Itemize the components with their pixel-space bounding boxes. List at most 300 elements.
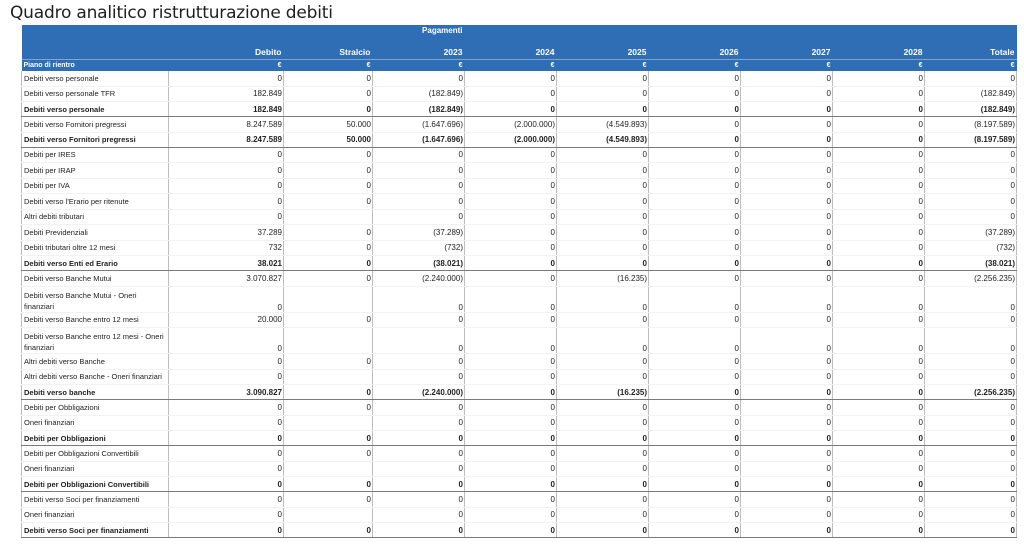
cell-2025: (4.549.893) — [557, 117, 649, 133]
cell-2025: 0 — [557, 178, 649, 194]
cell-2023: 0 — [373, 446, 465, 462]
cell-2024: 0 — [465, 163, 557, 179]
column-header-piano-di-rientro: Piano di rientro — [22, 60, 169, 72]
table-header — [22, 25, 1017, 71]
cell-totale: 0 — [925, 71, 1017, 86]
cell-totale: 0 — [925, 431, 1017, 446]
cell-stralcio — [284, 461, 373, 477]
cell-2023: 0 — [373, 354, 465, 370]
cell-2025: 0 — [557, 461, 649, 477]
cell-stralcio: 0 — [284, 354, 373, 370]
cell-2025: 0 — [557, 71, 649, 86]
cell-2027: 0 — [741, 194, 833, 210]
cell-2026: 0 — [649, 194, 741, 210]
cell-2023: (1.647.696) — [373, 117, 465, 133]
cell-2026: 0 — [649, 385, 741, 400]
cell-2025: 0 — [557, 86, 649, 102]
table-row — [22, 225, 1017, 241]
cell-totale: 0 — [925, 415, 1017, 431]
cell-2023: (1.647.696) — [373, 132, 465, 147]
cell-2024: 0 — [465, 71, 557, 86]
column-header-2028: 2028 — [833, 36, 925, 60]
cell-2027: 0 — [741, 286, 833, 312]
cell-2028: 0 — [833, 312, 925, 328]
cell-2028: 0 — [833, 178, 925, 194]
cell-2024: 0 — [465, 400, 557, 416]
cell-2026: 0 — [649, 240, 741, 256]
cell-stralcio: 0 — [284, 225, 373, 241]
cell-2025: (4.549.893) — [557, 132, 649, 147]
table-row — [22, 117, 1017, 133]
cell-2028: 0 — [833, 71, 925, 86]
column-header-totale: Totale — [925, 36, 1017, 60]
cell-2027: 0 — [741, 446, 833, 462]
cell-debito: 182.849 — [169, 102, 284, 117]
cell-2024: 0 — [465, 240, 557, 256]
cell-2024: 0 — [465, 507, 557, 523]
cell-debito: 0 — [169, 492, 284, 508]
cell-2026: 0 — [649, 523, 741, 538]
cell-2026: 0 — [649, 400, 741, 416]
cell-2027: 0 — [741, 400, 833, 416]
row-label: Debiti per IRAP — [22, 163, 169, 179]
unit-label: € — [557, 60, 649, 72]
table-row — [22, 271, 1017, 287]
row-label: Debiti verso Fornitori pregressi — [22, 117, 169, 133]
cell-2027: 0 — [741, 102, 833, 117]
table-row — [22, 163, 1017, 179]
cell-2028: 0 — [833, 461, 925, 477]
cell-totale: 0 — [925, 312, 1017, 328]
cell-totale: (8.197.589) — [925, 117, 1017, 133]
cell-2028: 0 — [833, 415, 925, 431]
cell-totale: (182.849) — [925, 86, 1017, 102]
table-row — [22, 86, 1017, 102]
column-header-2025: 2025 — [557, 36, 649, 60]
cell-debito: 0 — [169, 194, 284, 210]
cell-2024: 0 — [465, 178, 557, 194]
cell-stralcio: 0 — [284, 194, 373, 210]
cell-stralcio — [284, 415, 373, 431]
unit-label: € — [169, 60, 284, 72]
cell-2025: 0 — [557, 523, 649, 538]
cell-2028: 0 — [833, 369, 925, 385]
table-row — [22, 400, 1017, 416]
row-label: Debiti verso Soci per finanziamenti — [22, 523, 169, 538]
cell-2027: 0 — [741, 369, 833, 385]
row-label: Debiti per Obbligazioni Convertibili — [22, 477, 169, 492]
cell-2027: 0 — [741, 178, 833, 194]
row-label: Oneri finanziari — [22, 461, 169, 477]
unit-label: € — [741, 60, 833, 72]
cell-2026: 0 — [649, 147, 741, 163]
table-total-row — [22, 477, 1017, 492]
cell-2023: 0 — [373, 209, 465, 225]
row-label: Debiti per Obbligazioni — [22, 431, 169, 446]
cell-2024: 0 — [465, 477, 557, 492]
cell-2027: 0 — [741, 523, 833, 538]
cell-2024: 0 — [465, 354, 557, 370]
cell-2028: 0 — [833, 431, 925, 446]
column-header-2023: 2023 — [373, 36, 465, 60]
row-label: Debiti verso Soci per finanziamenti — [22, 492, 169, 508]
row-label: Debiti verso personale — [22, 102, 169, 117]
cell-debito: 0 — [169, 369, 284, 385]
cell-stralcio: 0 — [284, 256, 373, 271]
row-label: Debiti verso banche — [22, 385, 169, 400]
cell-2028: 0 — [833, 194, 925, 210]
cell-2027: 0 — [741, 312, 833, 328]
cell-2024: 0 — [465, 86, 557, 102]
cell-2025: 0 — [557, 415, 649, 431]
cell-stralcio: 0 — [284, 178, 373, 194]
cell-2028: 0 — [833, 102, 925, 117]
cell-2028: 0 — [833, 477, 925, 492]
cell-2024: 0 — [465, 369, 557, 385]
cell-debito: 0 — [169, 461, 284, 477]
cell-debito: 38.021 — [169, 256, 284, 271]
cell-2027: 0 — [741, 461, 833, 477]
cell-totale: (38.021) — [925, 256, 1017, 271]
cell-debito: 0 — [169, 147, 284, 163]
cell-2026: 0 — [649, 117, 741, 133]
cell-2024: (2.000.000) — [465, 117, 557, 133]
cell-2027: 0 — [741, 209, 833, 225]
cell-2027: 0 — [741, 163, 833, 179]
cell-2028: 0 — [833, 225, 925, 241]
row-label: Debiti verso l'Erario per ritenute — [22, 194, 169, 210]
cell-2025: 0 — [557, 400, 649, 416]
column-header-2024: 2024 — [465, 36, 557, 60]
cell-2027: 0 — [741, 328, 833, 354]
cell-2023: 0 — [373, 178, 465, 194]
cell-2024: 0 — [465, 256, 557, 271]
cell-2028: 0 — [833, 256, 925, 271]
cell-2024: 0 — [465, 286, 557, 312]
cell-totale: (2.256.235) — [925, 271, 1017, 287]
unit-label: € — [284, 60, 373, 72]
cell-stralcio: 0 — [284, 163, 373, 179]
cell-totale: 0 — [925, 209, 1017, 225]
unit-label: € — [925, 60, 1017, 72]
cell-2024: 0 — [465, 523, 557, 538]
cell-totale: 0 — [925, 286, 1017, 312]
cell-2026: 0 — [649, 71, 741, 86]
cell-2023: (2.240.000) — [373, 271, 465, 287]
table-row — [22, 194, 1017, 210]
cell-2025: 0 — [557, 431, 649, 446]
cell-2026: 0 — [649, 178, 741, 194]
cell-2026: 0 — [649, 492, 741, 508]
row-label: Debiti verso Enti ed Erario — [22, 256, 169, 271]
unit-label: € — [465, 60, 557, 72]
cell-2023: 0 — [373, 312, 465, 328]
row-label: Debiti Previdenziali — [22, 225, 169, 241]
cell-2025: 0 — [557, 240, 649, 256]
cell-2026: 0 — [649, 354, 741, 370]
cell-2027: 0 — [741, 431, 833, 446]
column-header-debito: Debito — [169, 36, 284, 60]
table-row — [22, 446, 1017, 462]
cell-totale: (37.289) — [925, 225, 1017, 241]
cell-2023: 0 — [373, 163, 465, 179]
table-total-row — [22, 523, 1017, 538]
cell-2025: 0 — [557, 507, 649, 523]
cell-2023: 0 — [373, 328, 465, 354]
cell-2024: 0 — [465, 271, 557, 287]
cell-stralcio: 0 — [284, 271, 373, 287]
cell-2023: (182.849) — [373, 102, 465, 117]
cell-2023: 0 — [373, 431, 465, 446]
cell-2028: 0 — [833, 240, 925, 256]
cell-2026: 0 — [649, 461, 741, 477]
cell-2025: 0 — [557, 477, 649, 492]
cell-2026: 0 — [649, 507, 741, 523]
cell-2026: 0 — [649, 132, 741, 147]
row-label: Debiti verso personale TFR — [22, 86, 169, 102]
cell-2028: 0 — [833, 328, 925, 354]
table-total-row — [22, 102, 1017, 117]
cell-stralcio: 50.000 — [284, 117, 373, 133]
cell-2023: (182.849) — [373, 86, 465, 102]
cell-totale: (732) — [925, 240, 1017, 256]
cell-totale: 0 — [925, 147, 1017, 163]
table-row — [22, 369, 1017, 385]
cell-2027: 0 — [741, 71, 833, 86]
row-label: Debiti per IVA — [22, 178, 169, 194]
cell-2027: 0 — [741, 415, 833, 431]
cell-totale: 0 — [925, 328, 1017, 354]
cell-2028: 0 — [833, 132, 925, 147]
cell-2023: 0 — [373, 194, 465, 210]
cell-2025: 0 — [557, 328, 649, 354]
cell-2025: 0 — [557, 225, 649, 241]
cell-debito: 20.000 — [169, 312, 284, 328]
table-row — [22, 328, 1017, 354]
table-total-row — [22, 385, 1017, 400]
cell-stralcio: 0 — [284, 147, 373, 163]
cell-2025: 0 — [557, 286, 649, 312]
cell-2024: 0 — [465, 209, 557, 225]
header-columns-row — [22, 36, 1017, 60]
cell-totale: 0 — [925, 400, 1017, 416]
cell-2023: 0 — [373, 147, 465, 163]
table-total-row — [22, 431, 1017, 446]
table-row — [22, 286, 1017, 312]
table-row — [22, 507, 1017, 523]
cell-2023: (2.240.000) — [373, 385, 465, 400]
cell-2027: 0 — [741, 225, 833, 241]
cell-totale: (182.849) — [925, 102, 1017, 117]
cell-debito: 0 — [169, 507, 284, 523]
cell-2026: 0 — [649, 271, 741, 287]
cell-2027: 0 — [741, 132, 833, 147]
cell-2026: 0 — [649, 328, 741, 354]
cell-2028: 0 — [833, 209, 925, 225]
cell-2028: 0 — [833, 446, 925, 462]
cell-2025: 0 — [557, 102, 649, 117]
cell-2024: 0 — [465, 312, 557, 328]
cell-2028: 0 — [833, 271, 925, 287]
cell-2026: 0 — [649, 286, 741, 312]
cell-2023: 0 — [373, 477, 465, 492]
cell-2023: 0 — [373, 369, 465, 385]
row-label: Oneri finanziari — [22, 415, 169, 431]
table-row — [22, 240, 1017, 256]
cell-debito: 0 — [169, 71, 284, 86]
cell-2027: 0 — [741, 240, 833, 256]
cell-debito: 0 — [169, 178, 284, 194]
cell-2027: 0 — [741, 492, 833, 508]
cell-2023: 0 — [373, 286, 465, 312]
cell-debito: 8.247.589 — [169, 117, 284, 133]
cell-totale: 0 — [925, 477, 1017, 492]
unit-label: € — [373, 60, 465, 72]
table-total-row — [22, 132, 1017, 147]
cell-2024: 0 — [465, 431, 557, 446]
cell-2027: 0 — [741, 256, 833, 271]
row-label: Debiti verso Banche entro 12 mesi - Oneri finanziari — [22, 328, 169, 354]
cell-2025: 0 — [557, 209, 649, 225]
cell-2025: 0 — [557, 354, 649, 370]
cell-debito: 0 — [169, 328, 284, 354]
cell-2025: 0 — [557, 147, 649, 163]
cell-2028: 0 — [833, 286, 925, 312]
row-label: Debiti verso Banche entro 12 mesi — [22, 312, 169, 328]
table-row — [22, 354, 1017, 370]
row-label: Debiti verso personale — [22, 71, 169, 86]
cell-totale: 0 — [925, 461, 1017, 477]
cell-debito: 0 — [169, 477, 284, 492]
column-header-2027: 2027 — [741, 36, 833, 60]
cell-stralcio: 0 — [284, 446, 373, 462]
row-label: Debiti verso Banche Mutui - Oneri finanziari — [22, 286, 169, 312]
cell-2023: 0 — [373, 507, 465, 523]
cell-stralcio: 50.000 — [284, 132, 373, 147]
debt-restructuring-table — [21, 25, 1017, 538]
cell-2026: 0 — [649, 446, 741, 462]
row-label: Debiti verso Banche Mutui — [22, 271, 169, 287]
cell-debito: 0 — [169, 209, 284, 225]
cell-2027: 0 — [741, 147, 833, 163]
cell-2025: 0 — [557, 194, 649, 210]
cell-totale: 0 — [925, 446, 1017, 462]
cell-stralcio: 0 — [284, 492, 373, 508]
cell-debito: 732 — [169, 240, 284, 256]
cell-2024: 0 — [465, 328, 557, 354]
cell-totale: 0 — [925, 507, 1017, 523]
cell-2027: 0 — [741, 477, 833, 492]
cell-2026: 0 — [649, 431, 741, 446]
table-row — [22, 209, 1017, 225]
cell-stralcio: 0 — [284, 477, 373, 492]
cell-totale: 0 — [925, 354, 1017, 370]
cell-2027: 0 — [741, 271, 833, 287]
unit-label: € — [833, 60, 925, 72]
row-label: Debiti tributari oltre 12 mesi — [22, 240, 169, 256]
cell-totale: 0 — [925, 178, 1017, 194]
cell-2024: 0 — [465, 194, 557, 210]
cell-2027: 0 — [741, 117, 833, 133]
table-row — [22, 461, 1017, 477]
cell-totale: 0 — [925, 163, 1017, 179]
cell-2028: 0 — [833, 86, 925, 102]
cell-debito: 3.070.827 — [169, 271, 284, 287]
cell-totale: (2.256.235) — [925, 385, 1017, 400]
cell-2026: 0 — [649, 312, 741, 328]
cell-totale: 0 — [925, 523, 1017, 538]
row-label: Oneri finanziari — [22, 507, 169, 523]
cell-2028: 0 — [833, 492, 925, 508]
row-label: Debiti verso Fornitori pregressi — [22, 132, 169, 147]
cell-2024: 0 — [465, 415, 557, 431]
cell-stralcio — [284, 369, 373, 385]
table-row — [22, 312, 1017, 328]
cell-stralcio: 0 — [284, 400, 373, 416]
cell-2023: (38.021) — [373, 256, 465, 271]
table-row — [22, 178, 1017, 194]
cell-debito: 182.849 — [169, 86, 284, 102]
cell-2028: 0 — [833, 147, 925, 163]
page-title: Quadro analitico ristrutturazione debiti — [10, 3, 333, 23]
cell-2027: 0 — [741, 86, 833, 102]
cell-stralcio: 0 — [284, 71, 373, 86]
cell-2025: (16.235) — [557, 271, 649, 287]
cell-2024: 0 — [465, 461, 557, 477]
cell-debito: 0 — [169, 163, 284, 179]
cell-totale: 0 — [925, 369, 1017, 385]
debt-restructuring-table-container — [21, 25, 1015, 538]
cell-2024: 0 — [465, 385, 557, 400]
cell-2023: (732) — [373, 240, 465, 256]
cell-totale: (8.197.589) — [925, 132, 1017, 147]
table-row — [22, 71, 1017, 86]
cell-totale: 0 — [925, 492, 1017, 508]
cell-2026: 0 — [649, 477, 741, 492]
cell-2023: 0 — [373, 400, 465, 416]
cell-2026: 0 — [649, 209, 741, 225]
cell-debito: 0 — [169, 431, 284, 446]
cell-2025: 0 — [557, 369, 649, 385]
cell-2028: 0 — [833, 354, 925, 370]
cell-2024: (2.000.000) — [465, 132, 557, 147]
cell-2026: 0 — [649, 415, 741, 431]
cell-stralcio: 0 — [284, 523, 373, 538]
cell-2023: (37.289) — [373, 225, 465, 241]
table-row — [22, 415, 1017, 431]
table-row — [22, 147, 1017, 163]
cell-debito: 0 — [169, 354, 284, 370]
cell-stralcio — [284, 507, 373, 523]
cell-2025: 0 — [557, 446, 649, 462]
cell-2028: 0 — [833, 523, 925, 538]
cell-stralcio: 0 — [284, 240, 373, 256]
table-row — [22, 492, 1017, 508]
cell-2023: 0 — [373, 461, 465, 477]
cell-2027: 0 — [741, 507, 833, 523]
cell-2024: 0 — [465, 492, 557, 508]
cell-stralcio: 0 — [284, 102, 373, 117]
row-label: Debiti per IRES — [22, 147, 169, 163]
cell-2023: 0 — [373, 71, 465, 86]
cell-stralcio: 0 — [284, 385, 373, 400]
cell-totale: 0 — [925, 194, 1017, 210]
row-label: Debiti per Obbligazioni — [22, 400, 169, 416]
cell-debito: 0 — [169, 286, 284, 312]
cell-stralcio — [284, 209, 373, 225]
cell-2026: 0 — [649, 225, 741, 241]
cell-2024: 0 — [465, 147, 557, 163]
